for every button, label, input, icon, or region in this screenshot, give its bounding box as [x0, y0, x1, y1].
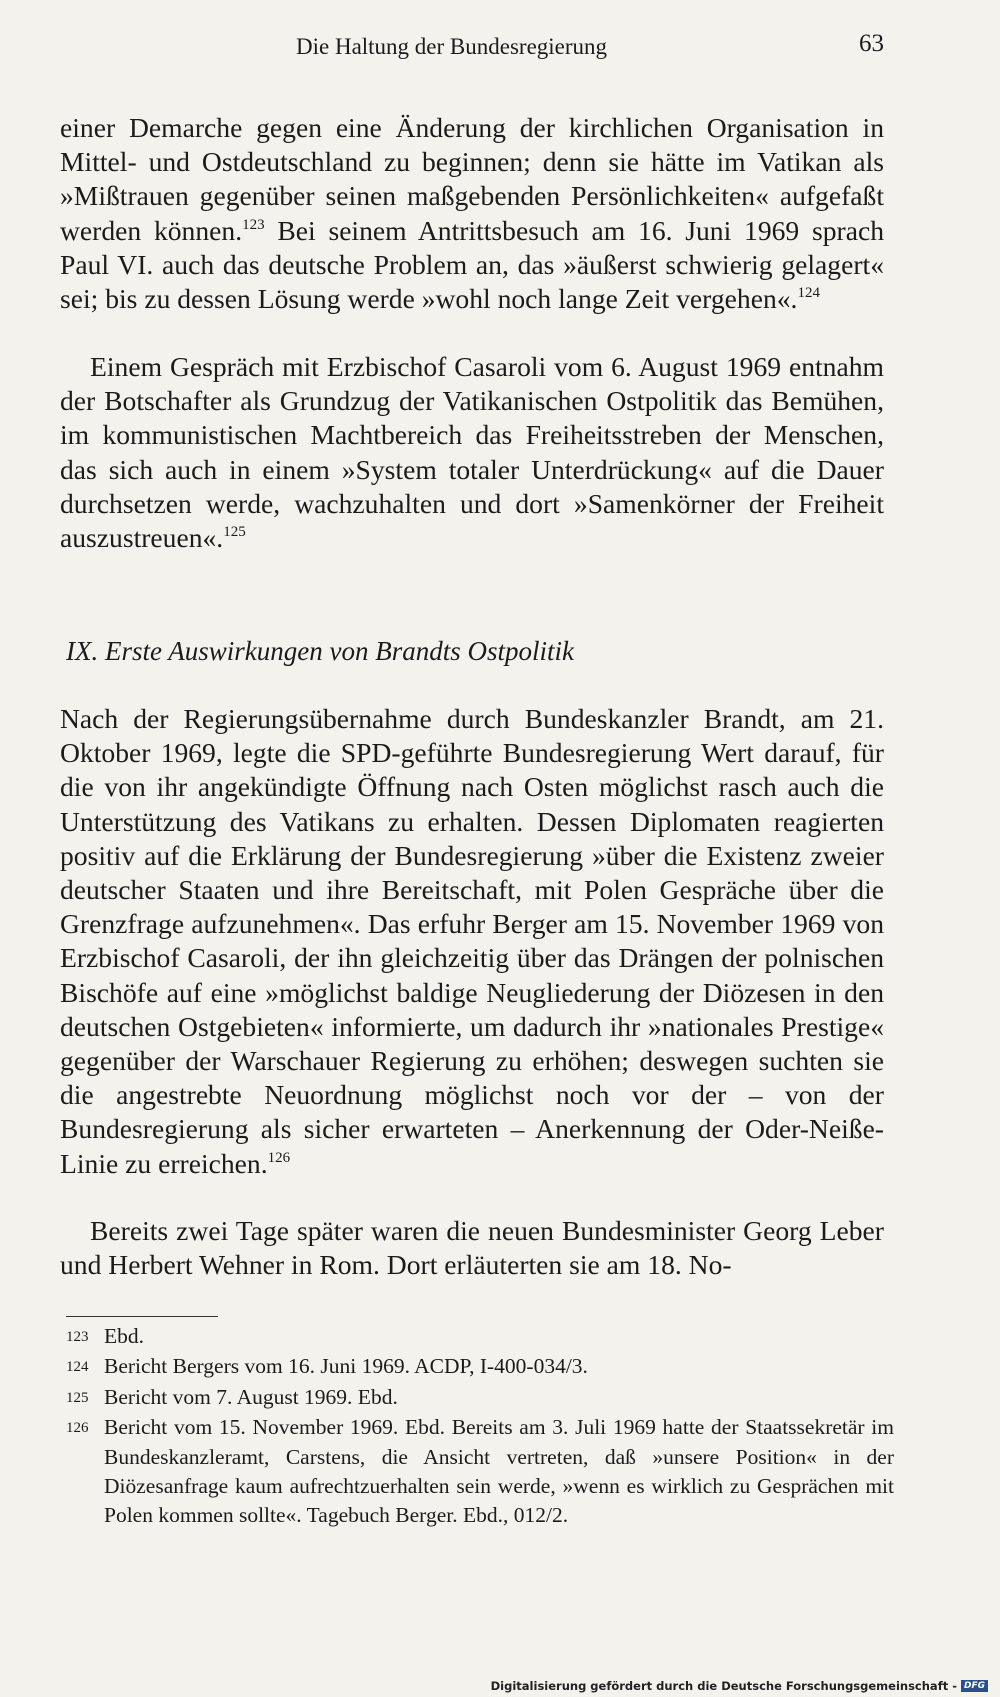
paragraph-1: [60, 111, 884, 316]
paragraph-text: Einem Gespräch mit Erzbischof Casaroli vom 6. August 1969 entnahm der Botschafter als Grundzug der Vatikanischen Ostpolitik das Bemühen, im kommunistischen Machtbereich das Freiheitsstreben der Menschen, das sich auch in einem »System totaler Unterdrückung« auf die Dauer durchsetzen werde, wachzuhalten und dort »Samenkörner der Freiheit auszustreuen«.: [60, 351, 884, 554]
page-number: 63: [859, 30, 884, 57]
footnote-ref-125: 125: [223, 524, 246, 541]
footnote-text: Ebd.: [104, 1324, 145, 1348]
footnote-divider: [66, 1316, 218, 1317]
paragraph-2: [60, 350, 884, 555]
running-head: [60, 30, 884, 70]
section-heading: IX. Erste Auswirkungen von Brandts Ostpolitik: [66, 636, 574, 666]
paragraph-text: Bei seinem Antrittsbesuch am 16. Juni 1969 sprach Paul VI. auch das deutsche Problem an, das »äußerst schwierig gelagert« sei; bis zu dessen Lösung werde »wohl noch lange Zeit vergehen«.: [60, 214, 885, 315]
dfg-logo-icon: DFG: [961, 1680, 988, 1692]
footnote-text: Bericht vom 15. November 1969. Ebd. Bereits am 3. Juli 1969 hatte der Staatssekretär im Bundeskanzleramt, Carstens, die Ansicht vertreten, daß »unsere Position« in der Diözesanfrage kaum aufrechtzuerhalten sein werde, »wenn es wirklich zu Gesprächen mit Polen kommen sollte«. Tagebuch Berger. Ebd., 012/2.: [104, 1415, 894, 1528]
digitization-credit: [491, 1679, 988, 1693]
footnote-ref-123: 123: [242, 216, 265, 233]
paragraph-text: Bereits zwei Tage später waren die neuen Bundesminister Georg Leber und Herbert Wehner in Rom. Dort erläuterten sie am 18. No-: [60, 1215, 884, 1281]
footnote-ref-126: 126: [267, 1149, 291, 1166]
credit-text: Digitalisierung gefördert durch die Deutsche Forschungsgemeinschaft -: [490, 1679, 957, 1693]
paragraph-text: einer Demarche gegen eine Änderung der kirchlichen Organisation in Mittel- und Ostdeutschland zu beginnen; denn sie hätte im Vatikan als »Mißtrauen gegenüber seinen maßgebenden Persönlichkeiten« aufgefaßt werden können.: [60, 112, 884, 246]
paragraph-3: [60, 702, 884, 1181]
footnote-text: Bericht Bergers vom 16. Juni 1969. ACDP, I-400-034/3.: [104, 1354, 588, 1379]
footnote-number: 126: [66, 1420, 89, 1437]
paragraph-text: Nach der Regierungsübernahme durch Bundeskanzler Brandt, am 21. Oktober 1969, legte die SPD-geführte Bundesregierung Wert darauf, für die von ihr angekündigte Öffnung nach Osten möglichst rasch auch die Unterstützung des Vatikans zu erhalten. Dessen Diplomaten reagierten positiv auf die Erklärung der Bundesregierung »über die Existenz zweier deutscher Staaten und ihre Bereitschaft, mit Polen Gespräche über die Grenzfrage aufzunehmen«. Das erfuhr Berger am 15. November 1969 von Erzbischof Casaroli, der ihn gleichzeitig über das Drängen der polnischen Bischöfe auf eine »möglichst baldige Neugliederung der Diözesen in den deutschen Ostgebieten« informierte, um dadurch ihr »nationales Prestige« gegenüber der Warschauer Regierung zu erhöhen; deswegen suchten sie die angestrebte Neuordnung möglichst noch vor der – von der Bundesregierung als sicher erwarteten – Anerkennung der Oder-Neiße-Linie zu erreichen.: [60, 703, 884, 1179]
footnote-number: 123: [66, 1329, 89, 1345]
running-title: Die Haltung der Bundesregierung: [296, 34, 608, 59]
footnote-126: [66, 1413, 894, 1531]
footnote-number: 125: [66, 1389, 89, 1406]
footnote-ref-124: 124: [797, 285, 820, 302]
paragraph-4: [60, 1214, 884, 1282]
footnote-text: Bericht vom 7. August 1969. Ebd.: [104, 1384, 398, 1409]
footnotes: [66, 1322, 894, 1531]
footnote-123: [66, 1322, 894, 1352]
footnote-125: [66, 1383, 894, 1413]
footnote-number: 124: [66, 1359, 89, 1376]
footnote-124: [66, 1352, 894, 1382]
